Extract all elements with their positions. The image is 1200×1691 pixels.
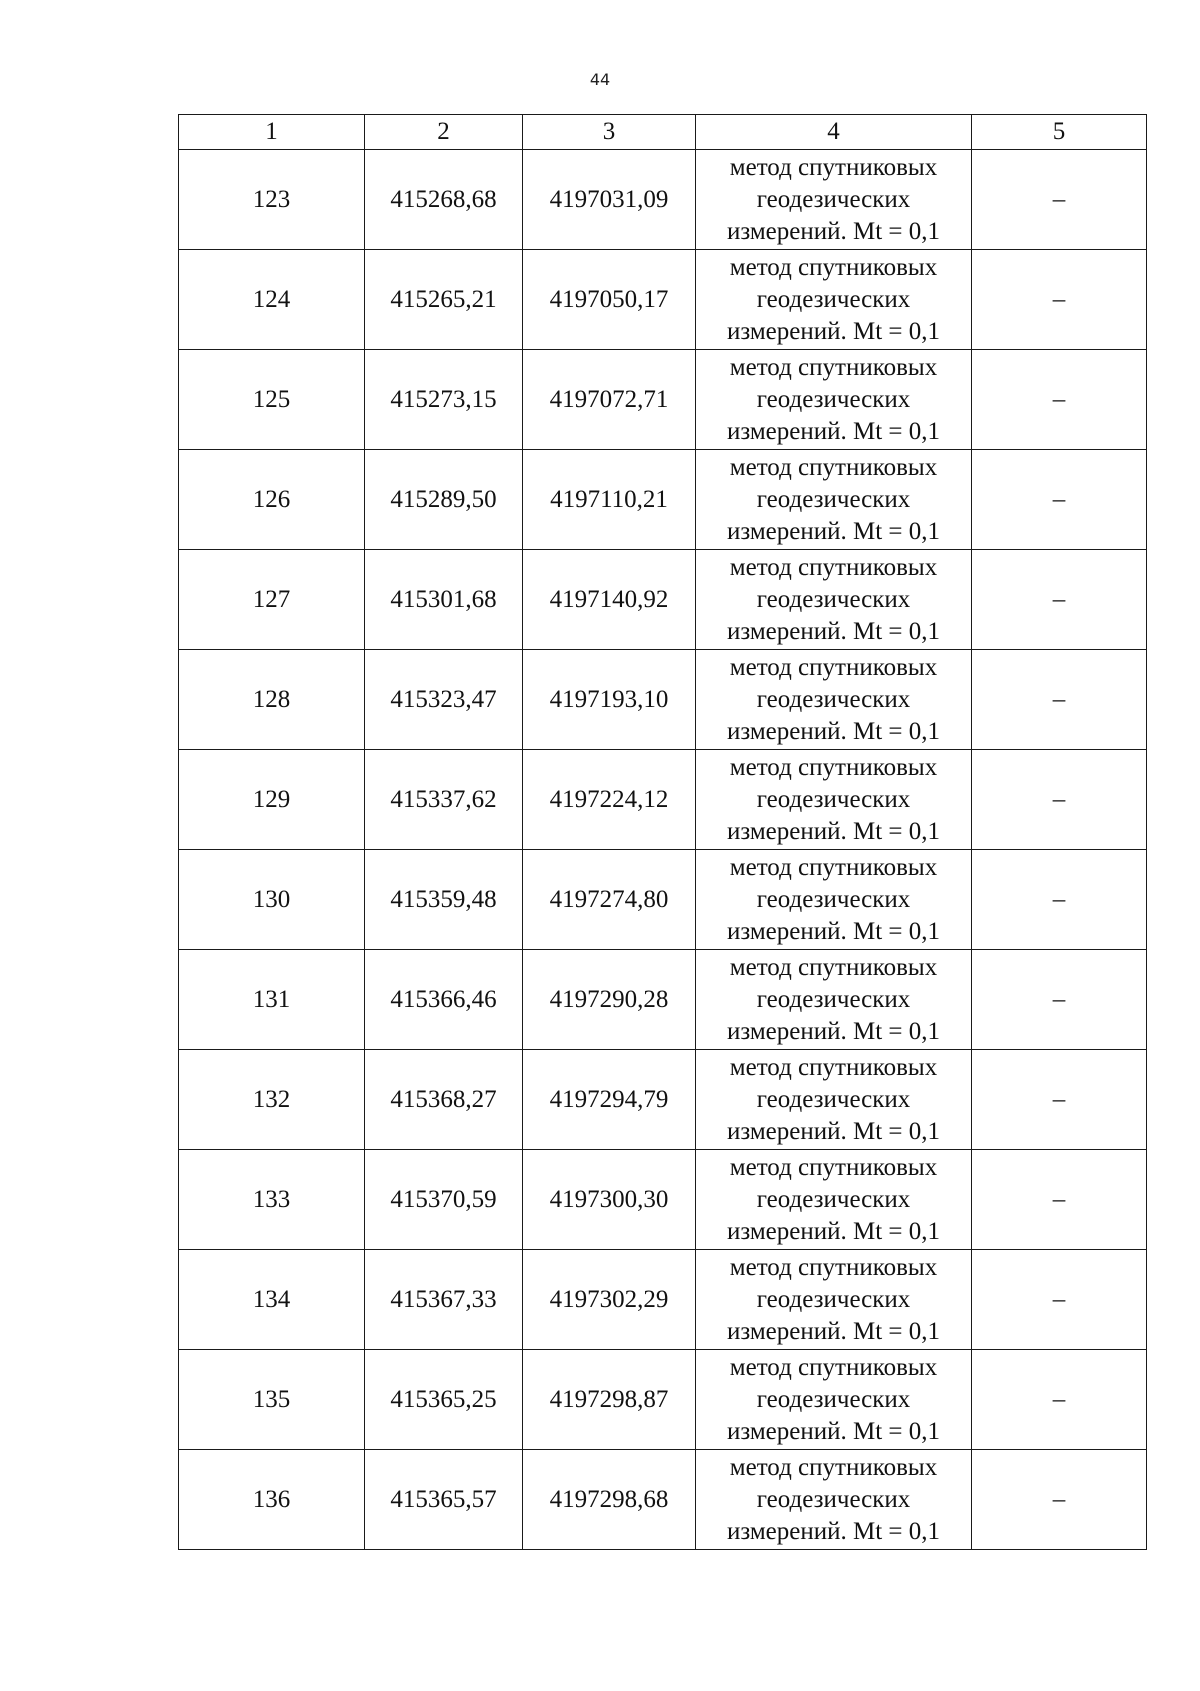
x-coordinate-cell: 415273,15 <box>365 350 523 450</box>
method-line: измерений. Mt = 0,1 <box>726 417 941 445</box>
method-line: геодезических <box>756 385 911 413</box>
table-row <box>179 1350 1147 1450</box>
method-line: измерений. Mt = 0,1 <box>726 1117 941 1145</box>
column-header-1: 1 <box>179 115 365 150</box>
method-line: геодезических <box>756 285 911 313</box>
method-line: измерений. Mt = 0,1 <box>726 217 941 245</box>
y-coordinate-cell: 4197110,21 <box>523 450 696 550</box>
method-line: метод спутниковых <box>729 1353 938 1381</box>
table-row <box>179 550 1147 650</box>
x-coordinate-cell: 415367,33 <box>365 1250 523 1350</box>
y-coordinate-cell: 4197224,12 <box>523 750 696 850</box>
method-line: метод спутниковых <box>729 353 938 381</box>
point-number-cell: 123 <box>179 150 365 250</box>
point-number-cell: 124 <box>179 250 365 350</box>
method-line: геодезических <box>756 685 911 713</box>
method-line: измерений. Mt = 0,1 <box>726 917 941 945</box>
method-cell <box>696 1250 972 1350</box>
column-header-3: 3 <box>523 115 696 150</box>
method-line: метод спутниковых <box>729 1453 938 1481</box>
y-coordinate-cell: 4197298,68 <box>523 1450 696 1550</box>
x-coordinate-cell: 415365,57 <box>365 1450 523 1550</box>
method-cell <box>696 650 972 750</box>
x-coordinate-cell: 415323,47 <box>365 650 523 750</box>
method-line: метод спутниковых <box>729 753 938 781</box>
method-line: метод спутниковых <box>729 1053 938 1081</box>
point-number-cell: 125 <box>179 350 365 450</box>
method-cell <box>696 250 972 350</box>
y-coordinate-cell: 4197031,09 <box>523 150 696 250</box>
table-row <box>179 250 1147 350</box>
method-line: измерений. Mt = 0,1 <box>726 817 941 845</box>
note-cell: – <box>972 1250 1147 1350</box>
method-line: метод спутниковых <box>729 153 938 181</box>
point-number-cell: 127 <box>179 550 365 650</box>
method-line: метод спутниковых <box>729 853 938 881</box>
point-number-cell: 132 <box>179 1050 365 1150</box>
point-number-cell: 131 <box>179 950 365 1050</box>
page-number: 44 <box>589 70 611 89</box>
note-cell: – <box>972 950 1147 1050</box>
table-row <box>179 350 1147 450</box>
table-header-row <box>179 115 1147 150</box>
method-line: геодезических <box>756 1285 911 1313</box>
x-coordinate-cell: 415370,59 <box>365 1150 523 1250</box>
method-cell <box>696 1150 972 1250</box>
method-line: измерений. Mt = 0,1 <box>726 517 941 545</box>
method-cell <box>696 1350 972 1450</box>
method-line: измерений. Mt = 0,1 <box>726 1217 941 1245</box>
table-body <box>179 150 1147 1550</box>
method-line: геодезических <box>756 785 911 813</box>
note-cell: – <box>972 1350 1147 1450</box>
x-coordinate-cell: 415289,50 <box>365 450 523 550</box>
method-line: геодезических <box>756 185 911 213</box>
point-number-cell: 126 <box>179 450 365 550</box>
table-row <box>179 850 1147 950</box>
point-number-cell: 130 <box>179 850 365 950</box>
table-row <box>179 1150 1147 1250</box>
y-coordinate-cell: 4197050,17 <box>523 250 696 350</box>
point-number-cell: 135 <box>179 1350 365 1450</box>
method-line: метод спутниковых <box>729 553 938 581</box>
method-line: метод спутниковых <box>729 1153 938 1181</box>
method-line: геодезических <box>756 1385 911 1413</box>
point-number-cell: 133 <box>179 1150 365 1250</box>
note-cell: – <box>972 850 1147 950</box>
y-coordinate-cell: 4197290,28 <box>523 950 696 1050</box>
method-cell <box>696 1050 972 1150</box>
method-line: измерений. Mt = 0,1 <box>726 717 941 745</box>
method-cell <box>696 350 972 450</box>
y-coordinate-cell: 4197294,79 <box>523 1050 696 1150</box>
method-cell <box>696 550 972 650</box>
method-line: геодезических <box>756 1185 911 1213</box>
x-coordinate-cell: 415301,68 <box>365 550 523 650</box>
table-row <box>179 1250 1147 1350</box>
method-line: геодезических <box>756 885 911 913</box>
method-line: геодезических <box>756 1485 911 1513</box>
point-number-cell: 128 <box>179 650 365 750</box>
x-coordinate-cell: 415265,21 <box>365 250 523 350</box>
method-line: измерений. Mt = 0,1 <box>726 1417 941 1445</box>
method-line: метод спутниковых <box>729 1253 938 1281</box>
x-coordinate-cell: 415365,25 <box>365 1350 523 1450</box>
y-coordinate-cell: 4197274,80 <box>523 850 696 950</box>
y-coordinate-cell: 4197072,71 <box>523 350 696 450</box>
column-header-4: 4 <box>696 115 972 150</box>
note-cell: – <box>972 1150 1147 1250</box>
y-coordinate-cell: 4197300,30 <box>523 1150 696 1250</box>
point-number-cell: 134 <box>179 1250 365 1350</box>
method-line: измерений. Mt = 0,1 <box>726 317 941 345</box>
method-cell <box>696 850 972 950</box>
method-line: измерений. Mt = 0,1 <box>726 1317 941 1345</box>
x-coordinate-cell: 415368,27 <box>365 1050 523 1150</box>
table-row <box>179 450 1147 550</box>
method-line: метод спутниковых <box>729 653 938 681</box>
table-row <box>179 950 1147 1050</box>
method-line: метод спутниковых <box>729 953 938 981</box>
y-coordinate-cell: 4197193,10 <box>523 650 696 750</box>
method-cell <box>696 150 972 250</box>
note-cell: – <box>972 1050 1147 1150</box>
method-line: метод спутниковых <box>729 253 938 281</box>
note-cell: – <box>972 550 1147 650</box>
note-cell: – <box>972 650 1147 750</box>
table-row <box>179 150 1147 250</box>
method-line: измерений. Mt = 0,1 <box>726 1017 941 1045</box>
x-coordinate-cell: 415268,68 <box>365 150 523 250</box>
note-cell: – <box>972 350 1147 450</box>
point-number-cell: 129 <box>179 750 365 850</box>
point-number-cell: 136 <box>179 1450 365 1550</box>
table-row <box>179 650 1147 750</box>
x-coordinate-cell: 415337,62 <box>365 750 523 850</box>
y-coordinate-cell: 4197140,92 <box>523 550 696 650</box>
coordinates-table <box>178 114 1147 1550</box>
y-coordinate-cell: 4197298,87 <box>523 1350 696 1450</box>
note-cell: – <box>972 150 1147 250</box>
method-line: геодезических <box>756 485 911 513</box>
method-cell <box>696 950 972 1050</box>
table-row <box>179 750 1147 850</box>
method-line: геодезических <box>756 985 911 1013</box>
method-cell <box>696 450 972 550</box>
note-cell: – <box>972 1450 1147 1550</box>
method-line: геодезических <box>756 1085 911 1113</box>
note-cell: – <box>972 750 1147 850</box>
method-line: измерений. Mt = 0,1 <box>726 617 941 645</box>
method-line: метод спутниковых <box>729 453 938 481</box>
method-cell <box>696 1450 972 1550</box>
y-coordinate-cell: 4197302,29 <box>523 1250 696 1350</box>
table-row <box>179 1050 1147 1150</box>
x-coordinate-cell: 415366,46 <box>365 950 523 1050</box>
method-line: геодезических <box>756 585 911 613</box>
method-line: измерений. Mt = 0,1 <box>726 1517 941 1545</box>
x-coordinate-cell: 415359,48 <box>365 850 523 950</box>
note-cell: – <box>972 250 1147 350</box>
table-row <box>179 1450 1147 1550</box>
column-header-5: 5 <box>972 115 1147 150</box>
note-cell: – <box>972 450 1147 550</box>
column-header-2: 2 <box>365 115 523 150</box>
method-cell <box>696 750 972 850</box>
